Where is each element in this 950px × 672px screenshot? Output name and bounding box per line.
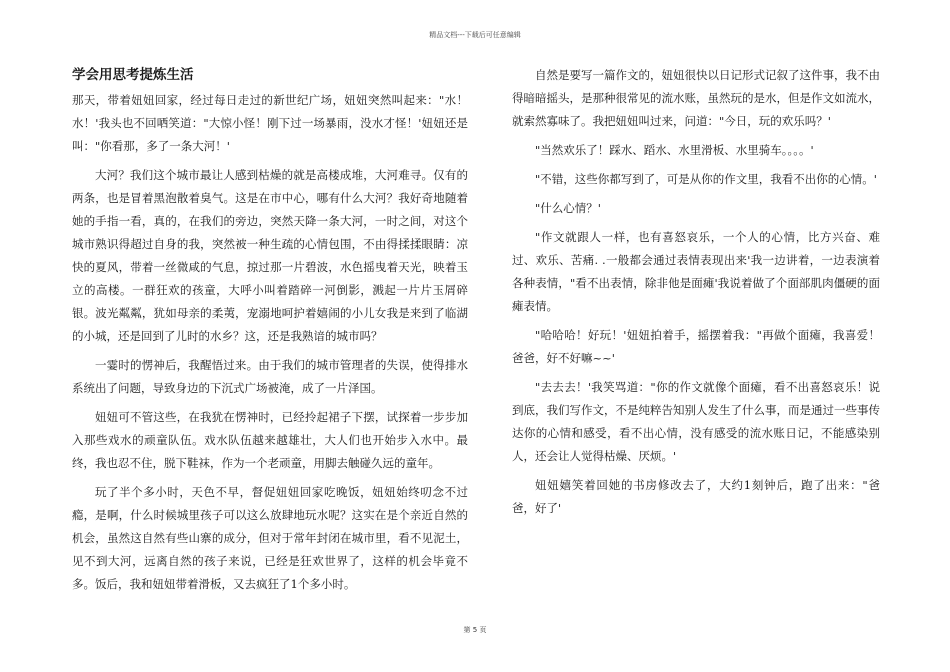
paragraph: "什么心情？' [535, 201, 601, 215]
paragraph: 大河？我们这个城市最让人感到枯燥的就是高楼成堆，大河难寻。仅有的两条，也是冒着黑泡散着臭气。这是在市中心，哪有什么大河？我好奇地随着她的手指一看，真的，在我们的旁边，突然天降一条大河，一时之间，对这个城市熟识得超过自身的我，突然被一种生疏的心情包围，不由得揉揉眼睛：凉快的夏风，带着一丝微咸的气息，掠过那一片碧波，水色摇曳着天光，映着玉立的高楼。一群狂欢的孩童，大呼小叫着踏碎一河倒影，溅起一片片玉屑碎银。波光粼粼，犹如母亲的柔荑，宠溺地呵护着嬉闹的小儿女我是来到了临湖的小城，还是回到了儿时的水乡？这，还是我熟谙的城市吗？ [72, 168, 468, 343]
left-column [72, 64, 468, 602]
paragraph: "当然欢乐了！踩水、蹈水、水里滑板、水里骑车。。。。' [535, 143, 814, 157]
paragraph: 玩了半个多小时，天色不早，督促妞妞回家吃晚饭，妞妞始终叨念不过瘾，是啊，什么时候城里孩子可以这么放肆地玩水呢？这实在是个亲近自然的机会，虽然这自然有些山寨的成分，但对于常年封闭在城市里，看不见泥土，见不到大河，远离自然的孩子来说，已经是狂欢世界了，这样的机会毕竟不多。饭后，我和妞妞带着滑板，又去疯狂了1个多小时。 [72, 485, 468, 591]
paragraph: 一霎时的愣神后，我醒悟过来。由于我们的城市管理者的失误，使得排水系统出了问题，导致身边的下沉式广场被淹，成了一片泽国。 [72, 358, 468, 395]
page-number: 第 5 页 [463, 626, 487, 634]
paragraph: "不错，这些你都写到了，可是从你的作文里，我看不出你的心情。' [535, 172, 877, 186]
paragraph: 妞妞嬉笑着回她的书房修改去了，大约1刻钟后，跑了出来："爸爸，好了' [512, 478, 880, 515]
paragraph: 那天，带着妞妞回家，经过每日走过的新世纪广场，妞妞突然叫起来："水！水！'我头也不回哂笑道："大惊小怪！刚下过一场暴雨，没水才怪！'妞妞还是叫："你看那，多了一条大河！' [72, 93, 468, 153]
article-title: 学会用思考提炼生活 [72, 67, 194, 83]
paragraph: "作文就跟人一样，也有喜怒哀乐，一个人的心情，比方兴奋、难过、欢乐、苦痛. .一般都会通过表情表现出来'我一边讲着，一边表演着各种表情，"看不出表情，除非他是面瘫'我说着做了个面部肌肉僵硬的面瘫表情。 [512, 230, 880, 313]
right-column [512, 64, 880, 526]
paragraph: "哈哈哈！好玩！'妞妞拍着手，摇摆着我："再做个面瘫，我喜爱！爸爸，好不好嘛~~' [512, 328, 880, 365]
page-header: 精品文档---下载后可任意编辑 [429, 31, 521, 39]
paragraph: 自然是要写一篇作文的，妞妞很快以日记形式记叙了这件事，我不由得暗暗摇头，是那种很常见的流水账，虽然玩的是水，但是作文如流水，就索然寡味了。我把妞妞叫过来，问道："今日，玩的欢乐吗？' [512, 68, 880, 128]
paragraph: 妞妞可不管这些，在我犹在愣神时，已经拎起裙子下摆，试探着一步步加入那些戏水的顽童队伍。戏水队伍越来越雄壮，大人们也开始步入水中。最终，我也忍不住，脱下鞋袜，作为一个老顽童，用脚去触碰久远的童年。 [72, 410, 468, 470]
paragraph: "去去去！'我笑骂道："你的作文就像个面瘫，看不出喜怒哀乐！说到底，我们写作文，不是纯粹告知别人发生了什么事，而是通过一些事传达你的心情和感受，看不出心情，没有感受的流水账日记，不能感染别人，还会让人觉得枯燥、厌烦。' [512, 380, 880, 463]
